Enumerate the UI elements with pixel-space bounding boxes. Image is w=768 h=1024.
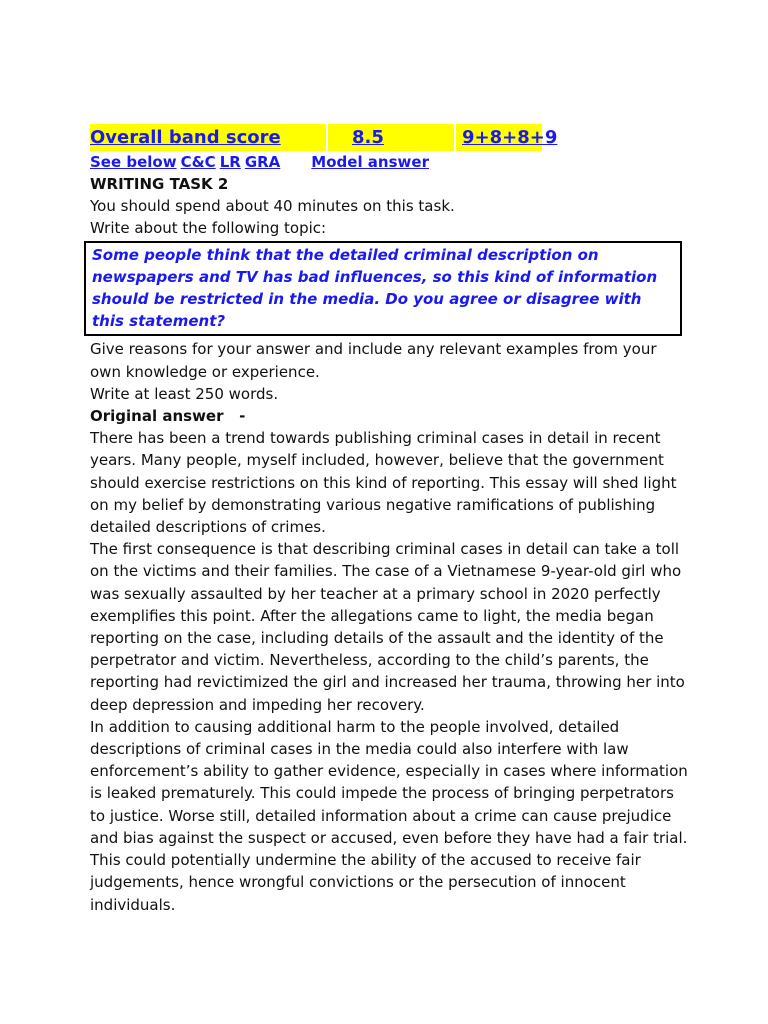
criteria-links — [90, 151, 690, 173]
band-score-breakdown: 9+8+8+9 — [456, 124, 542, 151]
see-below-link[interactable]: See below — [90, 153, 177, 171]
task-prompt: Some people think that the detailed criminal description on newspapers and TV has bad influences, so this kind of information should be restricted in the media. Do you agree or disagree with this statement? — [92, 245, 658, 331]
band-score-value: 8.5 — [328, 124, 454, 151]
gra-link[interactable]: GRA — [244, 153, 281, 171]
reasons-instruction: Give reasons for your answer and include any relevant examples from your own knowledge or experience. — [90, 340, 657, 381]
essay-paragraph: The first consequence is that describing criminal cases in detail can take a toll on the victims and their families. The case of a Vietnamese 9-year-old girl who was sexually assaulted by her teacher at a primary school in 2020 perfectly exemplifies this point. After the allegations came to light, the media began reporting on the case, including details of the assault and the identity of the perpetrator and victim. Nevertheless, according to the child’s parents, the reporting had revictimized the girl and increased her trauma, throwing her into deep depression and impeding her recovery. — [90, 540, 685, 714]
band-score-title: Overall band score — [90, 124, 326, 151]
model-answer-link[interactable]: Model answer — [311, 153, 429, 171]
band-score-row — [90, 124, 690, 151]
lr-link[interactable]: LR — [219, 153, 241, 171]
document-page — [90, 124, 690, 916]
topic-instruction: Write about the following topic: — [90, 219, 327, 238]
task-heading: WRITING TASK 2 — [90, 175, 229, 193]
answer-heading: Original answer - — [90, 407, 246, 426]
essay-body — [90, 427, 690, 915]
cc-link[interactable]: C&C — [180, 153, 216, 171]
essay-paragraph: In addition to causing additional harm to the people involved, detailed descriptions of criminal cases in the media could also interfere with law enforcement’s ability to gather evidence, especially in cases where information is leaked prematurely. This could impede the process of bringing perpetrators to justice. Worse still, detailed information about a crime can cause prejudice and bias against the suspect or accused, even before they have had a fair trial. This could potentially undermine the ability of the accused to receive fair judgements, hence wrongful convictions or the persecution of innocent individuals. — [90, 717, 688, 914]
essay-paragraph: There has been a trend towards publishing criminal cases in detail in recent years. Many people, myself included, however, believe that the government should exercise restrictions on this kind of reporting. This essay will shed light on my belief by demonstrating various negative ramifications of publishing detailed descriptions of crimes. — [90, 429, 677, 537]
time-instruction: You should spend about 40 minutes on this task. — [90, 197, 455, 216]
word-count-instruction: Write at least 250 words. — [90, 384, 279, 403]
task-prompt-box — [84, 241, 682, 337]
